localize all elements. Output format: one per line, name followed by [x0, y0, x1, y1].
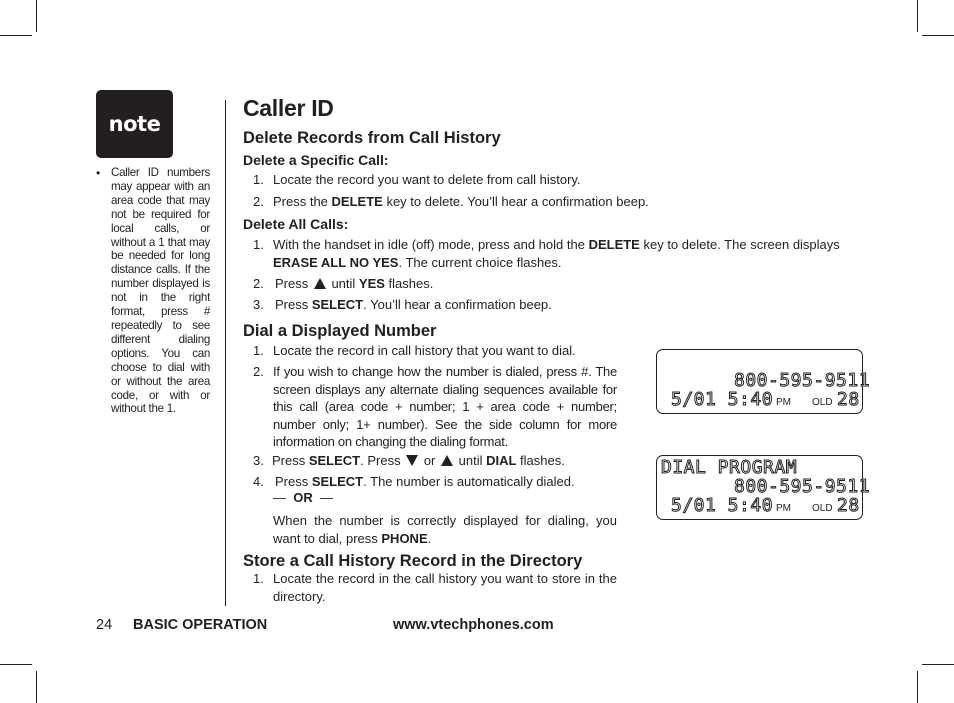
lcd-date-time: 5/01 5:40 [671, 389, 774, 410]
step-number: 4. [253, 474, 264, 489]
lcd-header: DIAL PROGRAM [661, 457, 798, 478]
step-number: 1. [253, 343, 264, 358]
step-text: Press SELECT. The number is automatically dialed. [275, 474, 575, 489]
down-arrow-icon [406, 455, 418, 466]
step-number: 1. [253, 237, 264, 252]
key-name: DELETE [331, 194, 383, 209]
step-number: 2. [253, 364, 264, 379]
lcd-date-time: 5/01 5:40 [671, 495, 774, 516]
step-number: 2. [253, 194, 264, 209]
crop-mark [36, 0, 37, 32]
side-note-bullet: • [96, 166, 101, 180]
step-text: Locate the record in call history that you want to dial. [273, 343, 576, 358]
crop-mark [917, 671, 918, 703]
step-number: 1. [253, 571, 264, 586]
step-text: Press SELECT. Press or until DIAL flashes. [272, 453, 565, 468]
crop-mark [0, 664, 32, 665]
column-divider [225, 100, 226, 606]
lcd-screen-call-record [656, 349, 871, 414]
store-section-heading: Store a Call History Record in the Directory [243, 552, 583, 570]
crop-mark [36, 671, 37, 703]
delete-all-heading: Delete All Calls: [243, 216, 349, 232]
lcd-ampm: PM [776, 503, 791, 514]
delete-section-heading: Delete Records from Call History [243, 129, 501, 147]
step-text: Locate the record you want to delete from call history. [273, 172, 581, 187]
step-text: If you wish to change how the number is dialed, press #. The screen displays any alternate dialing sequences available for this call (area code + number; 1 + area code + number; number only; 1+ number). See the side column for more information on changing the dialing format. [273, 364, 617, 449]
step-text: Press SELECT. You’ll hear a confirmation beep. [275, 297, 552, 312]
crop-mark [917, 0, 918, 32]
or-divider: — OR — [273, 490, 333, 505]
page-title: Caller ID [243, 95, 334, 121]
crop-mark [0, 35, 32, 36]
crop-mark [922, 35, 954, 36]
step-text: Press the DELETE key to delete. You’ll hear a confirmation beep. [273, 194, 649, 209]
lcd-screen-dial-program [656, 455, 871, 520]
step-number: 2. [253, 276, 264, 291]
step-number: 3. [253, 297, 264, 312]
or-instruction: When the number is correctly displayed for dialing, you want to dial, press PHONE. [273, 513, 617, 546]
lcd-status: OLD [812, 397, 833, 408]
lcd-record-count: 28 [837, 495, 860, 516]
footer-section-title: BASIC OPERATION [133, 617, 268, 633]
lcd-phone-number: 800-595-9511 [734, 476, 871, 497]
lcd-record-count: 28 [837, 389, 860, 410]
delete-specific-heading: Delete a Specific Call: [243, 152, 389, 168]
step-text: Locate the record in the call history you want to store in the directory. [273, 571, 617, 604]
side-note-text: Caller ID numbers may appear with an area code that may not be required for local calls, or without a 1 that may be needed for long distance calls. If the number displayed is not in the right format, press # repeatedly to see different dialing options. You can choose to dial with or without the area code, or with or without the 1. [111, 166, 210, 416]
up-arrow-icon [314, 278, 326, 289]
up-arrow-icon [441, 455, 453, 466]
step-number: 3. [253, 453, 264, 468]
lcd-phone-number: 800-595-9511 [734, 370, 871, 391]
step-text: Press until YES flashes. [275, 276, 434, 291]
step-number: 1. [253, 172, 264, 187]
crop-mark [922, 664, 954, 665]
lcd-status: OLD [812, 503, 833, 514]
dial-section-heading: Dial a Displayed Number [243, 322, 437, 340]
lcd-ampm: PM [776, 397, 791, 408]
step-text: With the handset in idle (off) mode, press and hold the DELETE key to delete. The screen displays ERASE ALL NO YES. The current choice flashes. [273, 237, 840, 270]
page-number: 24 [96, 617, 113, 633]
note-badge: note [96, 90, 173, 158]
footer-url: www.vtechphones.com [393, 617, 554, 633]
